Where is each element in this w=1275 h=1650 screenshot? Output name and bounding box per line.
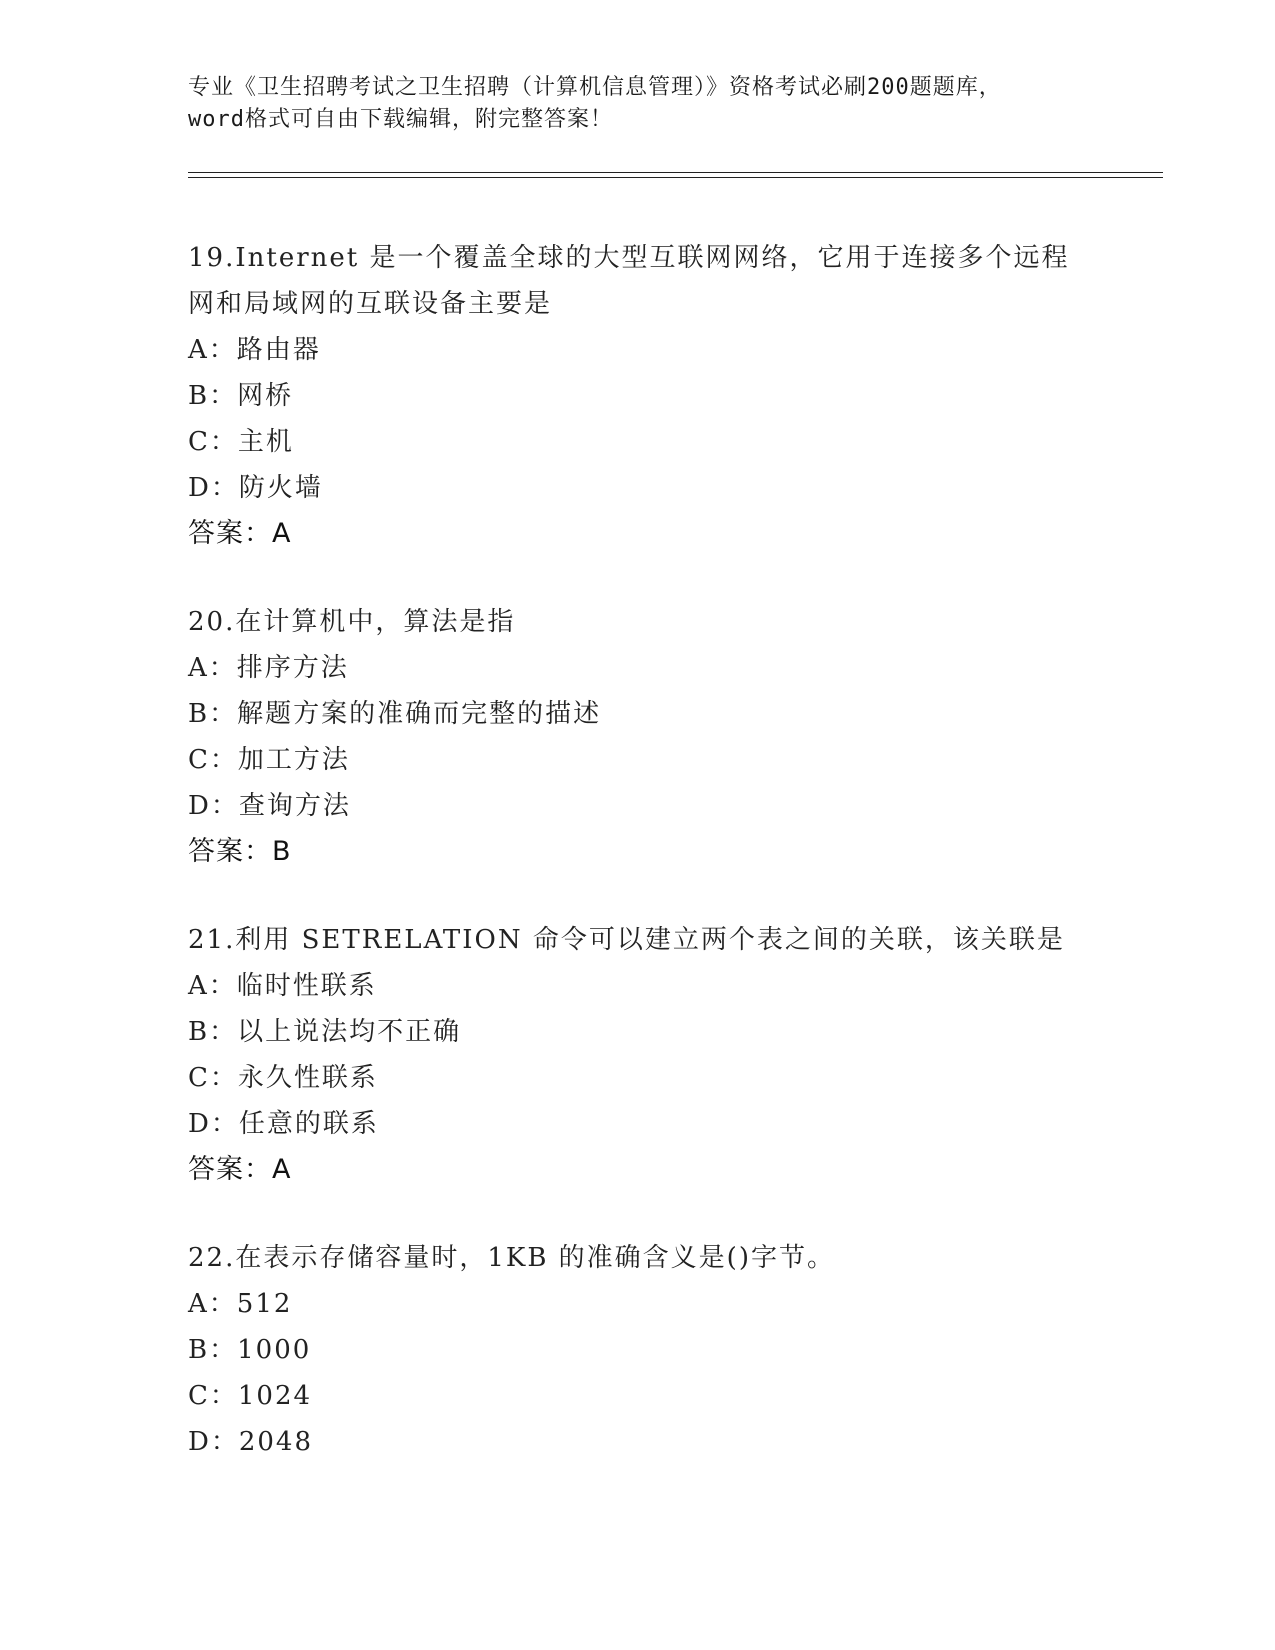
header-line-1: 专业《卫生招聘考试之卫生招聘（计算机信息管理）》资格考试必刷200题题库， xyxy=(188,75,1002,100)
option-b: B：解题方案的准确而完整的描述 xyxy=(188,699,602,729)
option-a: A：512 xyxy=(188,1289,293,1319)
question-stem-line: 21.利用 SETRELATION 命令可以建立两个表之间的关联，该关联是 xyxy=(188,925,1065,955)
option-a: A：排序方法 xyxy=(188,653,349,683)
question-stem-line: 20.在计算机中，算法是指 xyxy=(188,607,516,637)
question-stem-line: 网和局域网的互联设备主要是 xyxy=(188,289,553,319)
option-d: D：防火墙 xyxy=(188,473,323,503)
question-stem-line: 22.在表示存储容量时，1KB 的准确含义是()字节。 xyxy=(188,1243,835,1273)
option-b: B：1000 xyxy=(188,1335,312,1365)
option-c: C：1024 xyxy=(188,1381,313,1411)
answer-label: 答案：B xyxy=(188,836,292,867)
question-22 xyxy=(188,1235,1148,1465)
option-c: C：加工方法 xyxy=(188,745,350,775)
option-c: C：主机 xyxy=(188,427,294,457)
answer-label: 答案：A xyxy=(188,518,292,549)
header-divider-top xyxy=(188,172,1163,173)
option-b: B：网桥 xyxy=(188,381,294,411)
option-b: B：以上说法均不正确 xyxy=(188,1017,462,1047)
option-a: A：临时性联系 xyxy=(188,971,377,1001)
option-a: A：路由器 xyxy=(188,335,321,365)
question-20 xyxy=(188,599,1148,875)
option-d: D：2048 xyxy=(188,1427,314,1457)
question-19 xyxy=(188,235,1148,557)
document-header xyxy=(188,72,1148,136)
question-list xyxy=(188,235,1148,1507)
question-stem-line: 19.Internet 是一个覆盖全球的大型互联网网络，它用于连接多个远程 xyxy=(188,243,1070,273)
header-divider-bottom xyxy=(188,177,1163,178)
question-21 xyxy=(188,917,1148,1193)
option-c: C：永久性联系 xyxy=(188,1063,378,1093)
option-d: D：任意的联系 xyxy=(188,1109,379,1139)
option-d: D：查询方法 xyxy=(188,791,351,821)
header-line-2: word格式可自由下载编辑，附完整答案！ xyxy=(188,107,613,132)
answer-label: 答案：A xyxy=(188,1154,292,1185)
